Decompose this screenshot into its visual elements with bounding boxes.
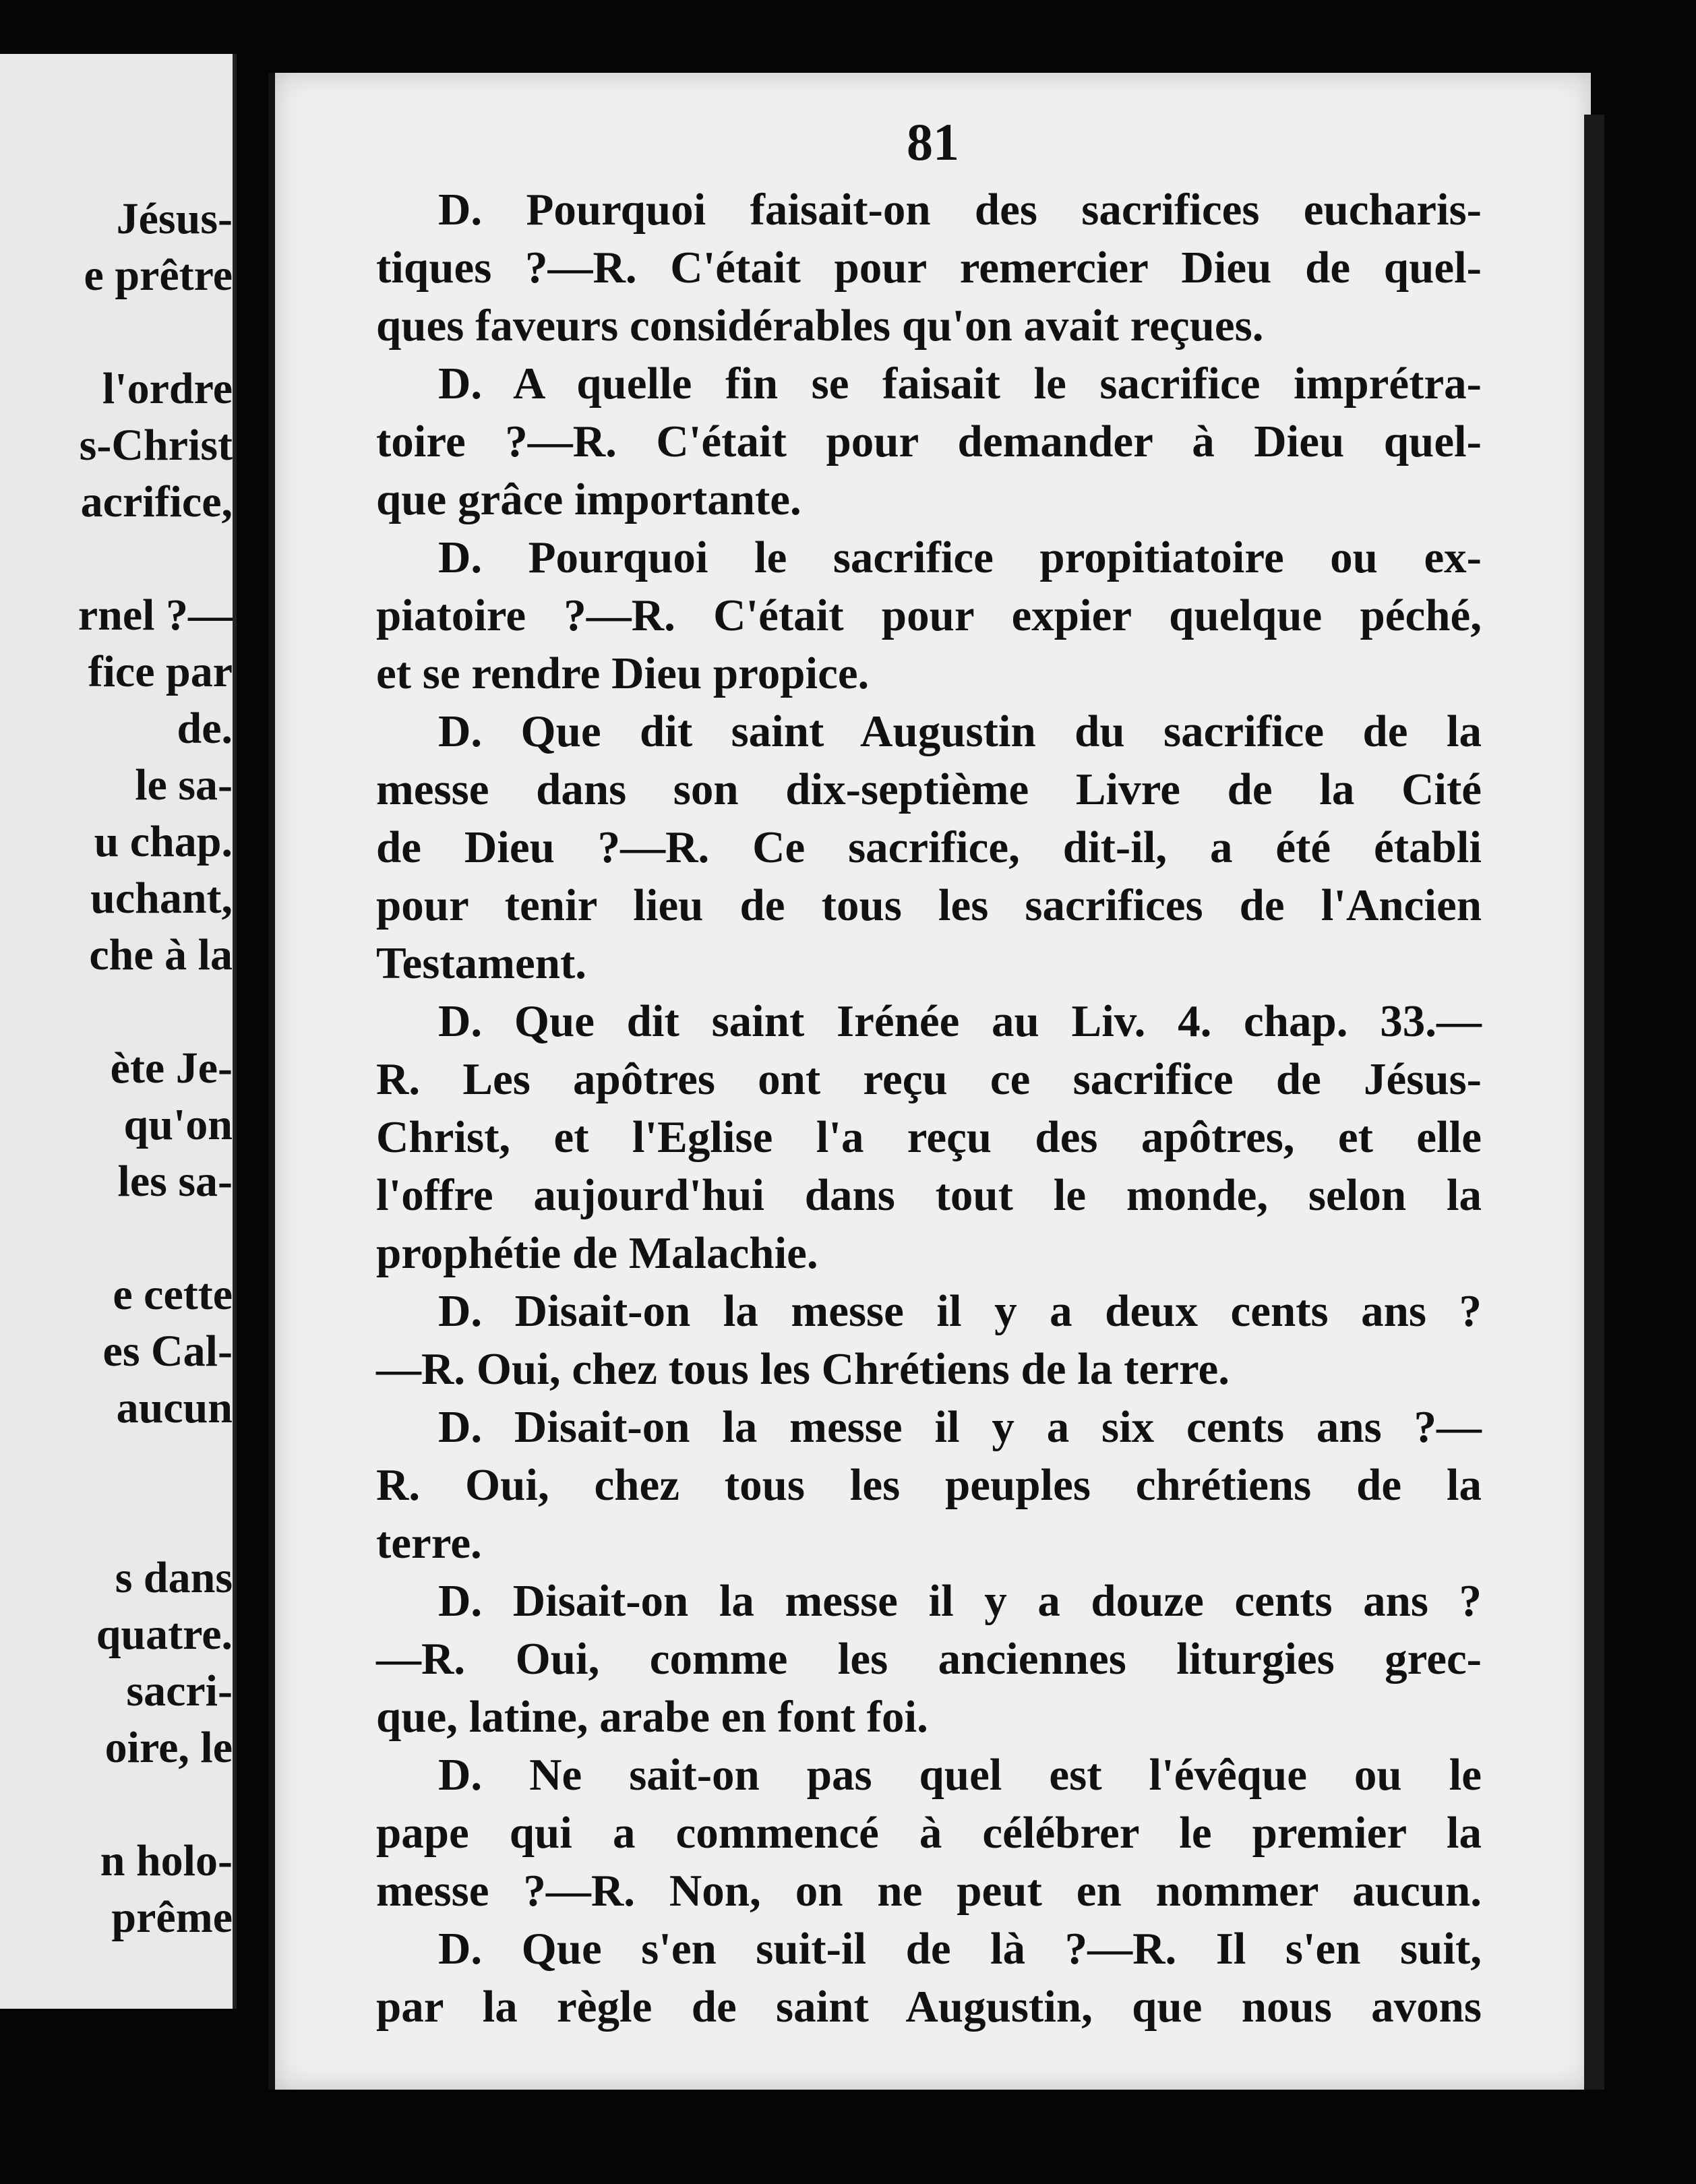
text-line: pour tenir lieu de tous les sacrifices de l'Ancien (376, 880, 1482, 930)
text-line: D. A quelle fin se faisait le sacrifice imprétra- (438, 359, 1482, 408)
text-line: —R. Oui, comme les anciennes liturgies grec- (376, 1634, 1482, 1684)
text-line: D. Ne sait-on pas quel est l'évêque ou le (438, 1750, 1482, 1800)
text-line: piatoire ?—R. C'était pour expier quelque péché, (376, 590, 1482, 640)
text-line: D. Que s'en suit-il de là ?—R. Il s'en suit, (438, 1924, 1482, 1974)
book-page (268, 73, 1591, 2090)
text-line: messe dans son dix-septième Livre de la Cité (376, 764, 1482, 814)
text-line: R. Les apôtres ont reçu ce sacrifice de Jésus- (376, 1054, 1482, 1104)
previous-page-line: e cette (113, 1270, 233, 1319)
text-line: par la règle de saint Augustin, que nous avons (376, 1982, 1482, 2032)
text-line: D. Disait-on la messe il y a douze cents ans ? (438, 1576, 1482, 1626)
previous-page-line: les sa- (117, 1157, 233, 1206)
previous-page-line: ète Je- (110, 1043, 233, 1093)
text-line: messe ?—R. Non, on ne peut en nommer aucun. (376, 1866, 1482, 1916)
page-edge-shadow (1584, 115, 1604, 2090)
previous-page-line: che à la (89, 930, 233, 979)
text-line: l'offre aujourd'hui dans tout le monde, selon la (376, 1170, 1482, 1220)
page-number: 81 (907, 113, 959, 171)
previous-page-line: acrifice, (80, 477, 233, 526)
previous-page-line: aucun (116, 1383, 233, 1432)
previous-page-line: s-Christ (79, 421, 233, 470)
text-line: et se rendre Dieu propice. (376, 648, 870, 698)
text-line: Testament. (376, 938, 587, 988)
previous-page-line: quatre. (96, 1610, 233, 1659)
previous-page-fragment (0, 54, 237, 2009)
previous-page-line: le sa- (135, 760, 233, 810)
previous-page-line: u chap. (94, 817, 233, 866)
text-line: D. Pourquoi faisait-on des sacrifices eucharis- (438, 185, 1482, 235)
text-line: de Dieu ?—R. Ce sacrifice, dit-il, a été établi (376, 822, 1482, 872)
previous-page-line: fice par (88, 647, 233, 696)
previous-page-line: Jésus- (116, 194, 233, 243)
text-line: que, latine, arabe en font foi. (376, 1692, 928, 1742)
previous-page-line: s dans (115, 1553, 233, 1602)
previous-page-line: oire, le (104, 1723, 233, 1772)
previous-page-line: qu'on (123, 1100, 233, 1149)
previous-page-line: rnel ?— (78, 590, 233, 640)
previous-page-line: uchant, (90, 874, 233, 923)
previous-page-line: sacri- (126, 1666, 233, 1716)
text-line: pape qui a commencé à célébrer le premier la (376, 1808, 1482, 1858)
previous-page-line: de. (177, 704, 233, 753)
text-line: Christ, et l'Eglise l'a reçu des apôtres, et elle (376, 1112, 1482, 1162)
text-line: D. Pourquoi le sacrifice propitiatoire ou ex- (438, 533, 1482, 582)
previous-page-line: es Cal- (102, 1327, 233, 1376)
text-line: D. Que dit saint Augustin du sacrifice de la (438, 706, 1482, 756)
text-line: ques faveurs considérables qu'on avait reçues. (376, 301, 1264, 351)
previous-page-line: e prêtre (84, 251, 233, 300)
previous-page-line: l'ordre (102, 364, 233, 413)
page-text (376, 181, 1482, 2036)
text-line: terre. (376, 1518, 482, 1568)
text-line: D. Disait-on la messe il y a deux cents ans ? (438, 1286, 1482, 1336)
text-line: toire ?—R. C'était pour demander à Dieu quel- (376, 417, 1482, 466)
text-line: tiques ?—R. C'était pour remercier Dieu de quel- (376, 243, 1482, 293)
text-line: D. Que dit saint Irénée au Liv. 4. chap. 33.— (438, 996, 1482, 1046)
text-line: —R. Oui, chez tous les Chrétiens de la terre. (376, 1344, 1230, 1394)
text-line: prophétie de Malachie. (376, 1228, 818, 1278)
previous-page-line: prême (111, 1893, 233, 1942)
text-line: D. Disait-on la messe il y a six cents ans ?— (438, 1402, 1482, 1452)
text-line: que grâce importante. (376, 475, 801, 524)
previous-page-line: n holo- (100, 1836, 233, 1885)
text-line: R. Oui, chez tous les peuples chrétiens de la (376, 1460, 1482, 1510)
